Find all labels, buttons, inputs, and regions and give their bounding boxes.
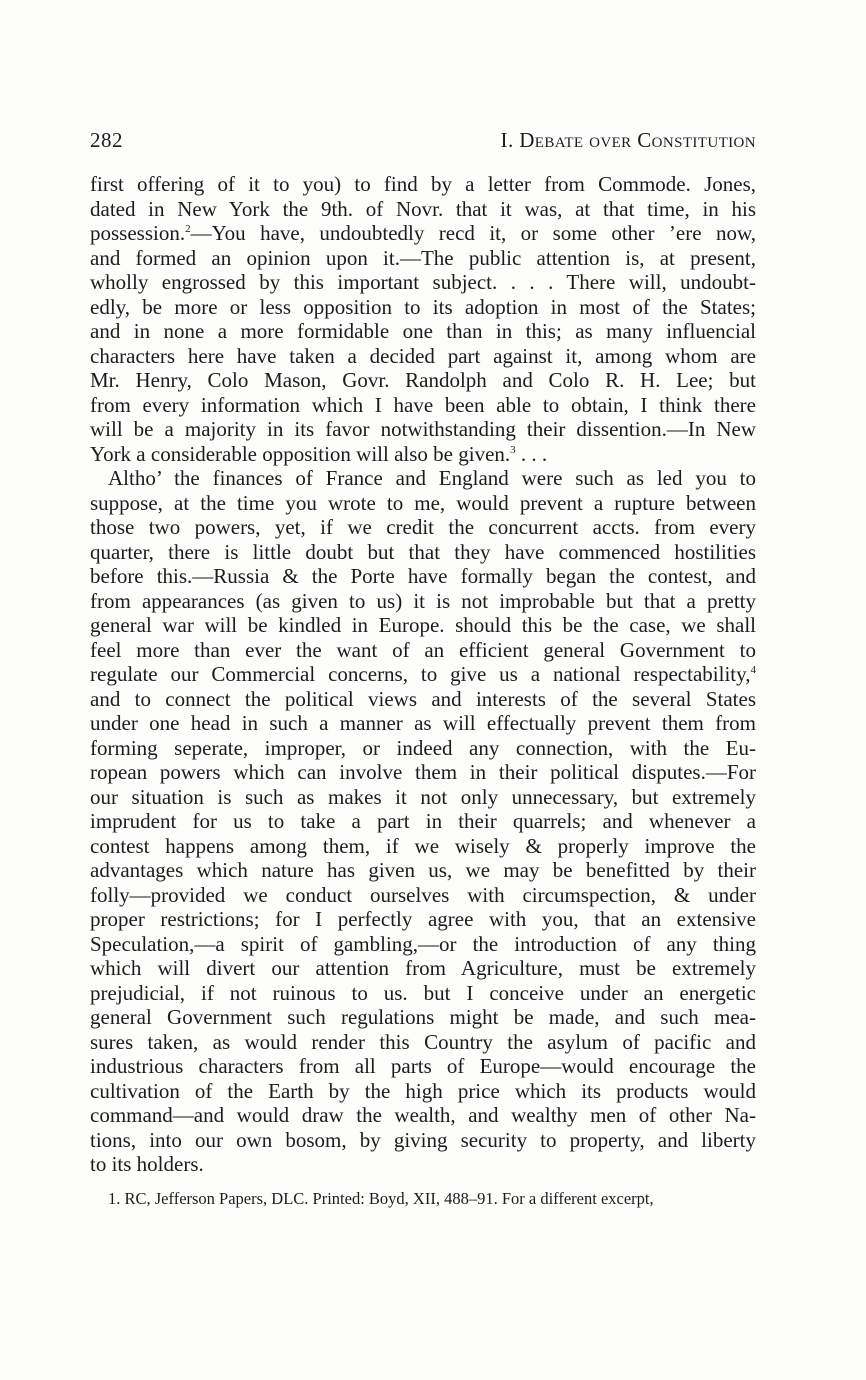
- text-line: and formed an opinion upon it.—The public attention is, at present,: [90, 245, 756, 270]
- text-line: command—and would draw the wealth, and wealthy men of other Na-: [90, 1103, 756, 1127]
- text-line: edly, be more or less opposition to its adoption in most of the States;: [90, 294, 756, 319]
- text-line: [90, 662, 756, 687]
- text-segment: . . .: [515, 441, 548, 466]
- text-line: cultivation of the Earth by the high price which its products would: [90, 1078, 756, 1103]
- text-line: Speculation,—a spirit of gambling,—or the introduction of any thing: [90, 931, 756, 956]
- text-line: from every information which I have been able to obtain, I think there: [90, 392, 756, 417]
- footnote-1: 1. RC, Jefferson Papers, DLC. Printed: Boyd, XII, 488–91. For a different excerpt,: [108, 1188, 654, 1208]
- text-line: general war will be kindled in Europe. should this be the case, we shall: [90, 613, 756, 637]
- body-text: [90, 172, 756, 1177]
- text-line: from appearances (as given to us) it is not improbable but that a pretty: [90, 588, 756, 613]
- text-line: general Government such regulations might be made, and such mea-: [90, 1005, 756, 1029]
- text-line: wholly engrossed by this important subject. . . . There will, undoubt-: [90, 270, 756, 294]
- text-segment: —You have, undoubtedly recd it, or some other ’ere now,: [190, 221, 756, 245]
- text-line: [90, 442, 756, 467]
- footnote-ref-4: 4: [750, 664, 756, 676]
- text-line: contest happens among them, if we wisely & properly improve the: [90, 833, 756, 858]
- text-line: tions, into our own bosom, by giving security to property, and liberty: [90, 1127, 756, 1152]
- text-line: folly—provided we conduct ourselves with circumspection, & under: [90, 882, 756, 907]
- text-line: ropean powers which can involve them in their political disputes.—For: [90, 760, 756, 784]
- text-line: imprudent for us to take a part in their quarrels; and whenever a: [90, 809, 756, 833]
- text-line: before this.—Russia & the Porte have formally began the contest, and: [90, 564, 756, 588]
- text-segment: possession.: [90, 221, 186, 245]
- text-line: suppose, at the time you wrote to me, would prevent a rupture between: [90, 490, 756, 515]
- text-line: advantages which nature has given us, we may be benefitted by their: [90, 858, 756, 882]
- paragraph-1: [90, 172, 756, 466]
- text-line: forming seperate, improper, or indeed any connection, with the Eu-: [90, 735, 756, 760]
- text-line: and in none a more formidable one than in this; as many influencial: [90, 319, 756, 343]
- page: [90, 128, 756, 1209]
- text-line: quarter, there is little doubt but that they have commenced hostilities: [90, 539, 756, 564]
- text-line: sures taken, as would render this Country the asylum of pacific and: [90, 1029, 756, 1054]
- text-line: under one head in such a manner as will effectually prevent them from: [90, 711, 756, 735]
- footnote-ref-2: 2: [185, 223, 191, 235]
- text-line: our situation is such as makes it not only unnecessary, but extremely: [90, 784, 756, 809]
- text-line: feel more than ever the want of an efficient general Government to: [90, 637, 756, 662]
- text-line: which will divert our attention from Agriculture, must be extremely: [90, 956, 756, 980]
- text-line: proper restrictions; for I perfectly agree with you, that an extensive: [90, 907, 756, 931]
- text-line: Mr. Henry, Colo Mason, Govr. Randolph and Colo R. H. Lee; but: [90, 368, 756, 392]
- text-segment: York a considerable opposition will also be given.: [90, 441, 511, 466]
- text-line: and to connect the political views and interests of the several States: [90, 686, 756, 711]
- page-number: 282: [90, 128, 123, 152]
- footnote-ref-3: 3: [510, 443, 516, 456]
- text-line: those two powers, yet, if we credit the concurrent accts. from every: [90, 515, 756, 539]
- text-line: to its holders.: [90, 1152, 204, 1176]
- text-line: dated in New York the 9th. of Novr. that it was, at that time, in his: [90, 196, 756, 221]
- text-line: industrious characters from all parts of Europe—would encourage the: [90, 1054, 756, 1078]
- running-head: [90, 128, 756, 162]
- text-segment: regulate our Commercial concerns, to give us a national respectability,: [90, 662, 751, 686]
- text-line: [90, 221, 756, 246]
- text-line: prejudicial, if not ruinous to us. but I conceive under an energetic: [90, 980, 756, 1005]
- text-line: Altho’ the finances of France and England were such as led you to: [108, 466, 756, 490]
- section-title: I. Debate over Constitution: [500, 128, 756, 152]
- paragraph-2: [90, 466, 756, 1177]
- text-line: will be a majority in its favor notwithstanding their dissention.—In New: [90, 417, 756, 441]
- text-line: first offering of it to you) to find by a letter from Commode. Jones,: [90, 172, 756, 196]
- text-line: characters here have taken a decided part against it, among whom are: [90, 343, 756, 368]
